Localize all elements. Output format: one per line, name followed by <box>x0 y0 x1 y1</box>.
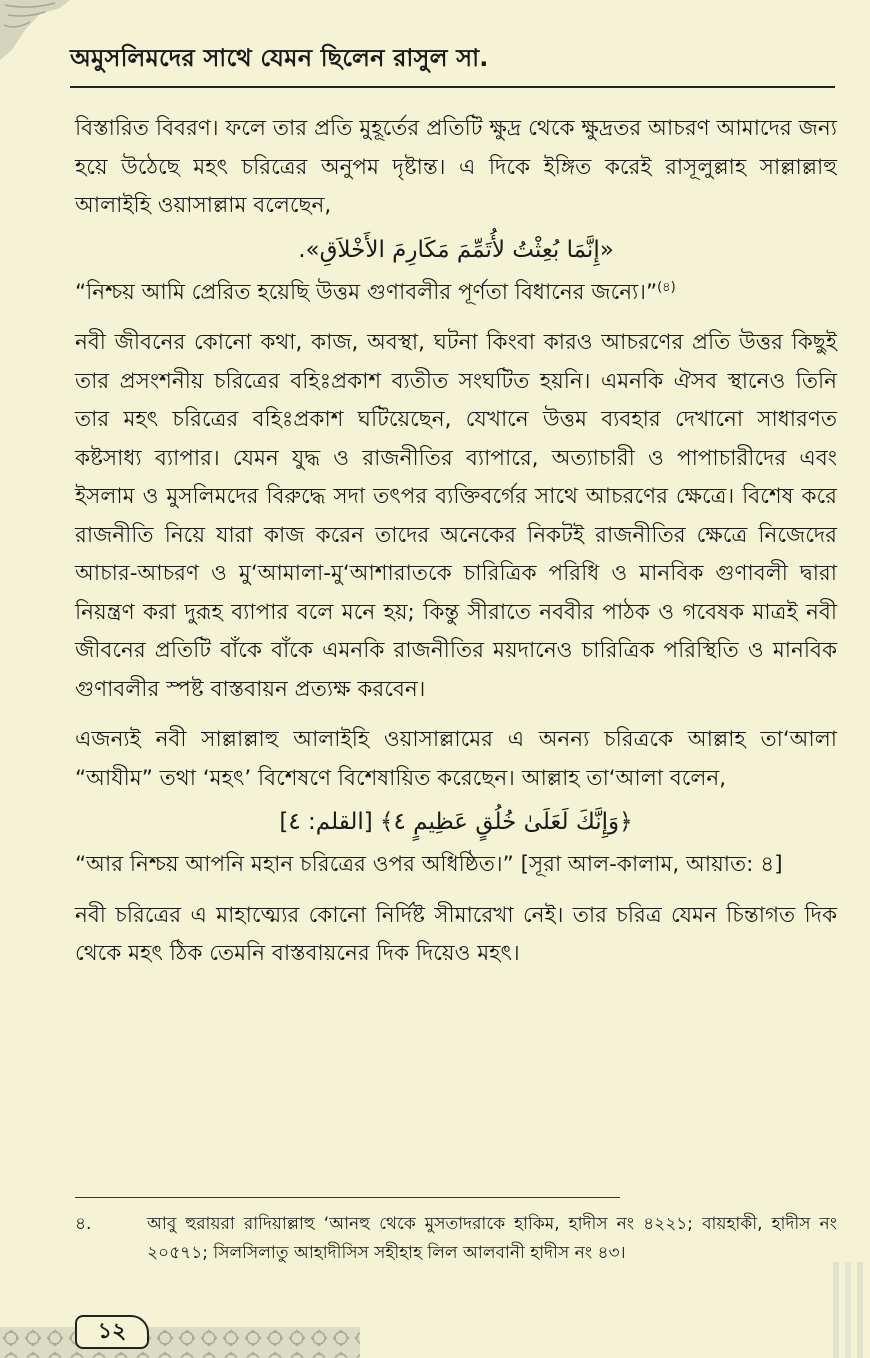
arabic-hadith: «إِنَّمَا بُعِثْتُ لأُتَمِّمَ مَكَارِمَ الأَخْلاَقِ». <box>298 236 614 263</box>
paragraph-character: নবী জীবনের কোনো কথা, কাজ, অবস্থা, ঘটনা কিংবা কারও আচরণের প্রতি উত্তর কিছুই তার প্রসংশনীয় চরিত্রের বহিঃপ্রকাশ ব্যতীত সংঘটিত হয়নি। এমনকি ঐসব স্থানেও তিনি তার মহৎ চরিত্রের বহিঃপ্রকাশ ঘটিয়েছেন, যেখানে উত্তম ব্যবহার দেখানো সাধারণত কষ্টসাধ্য ব্যাপার। যেমন যুদ্ধ ও রাজনীতির ব্যাপারে, অত্যাচারী ও পাপাচারীদের এবং ইসলাম ও মুসলিমদের বিরুদ্ধে সদা তৎপর ব্যক্তিবর্গের সাথে আচরণের ক্ষেত্রে। বিশেষ করে রাজনীতি নিয়ে যারা কাজ করেন তাদের অনেকের নিকটই রাজনীতির ক্ষেত্রে নিজেদের আচার-আচরণ ও মু‘আমালা-মু‘আশারাতকে চারিত্রিক পরিধি ও মানবিক গুণাবলী দ্বারা নিয়ন্ত্রণ করা দুরূহ ব্যাপার বলে মনে হয়; কিন্তু সীরাতে নববীর পাঠক ও গবেষক মাত্রই নবী জীবনের প্রতিটি বাঁকে বাঁকে এমনকি রাজনীতির ময়দানেও চারিত্রিক পরিস্থিতি ও মানবিক গুণাবলীর স্পষ্ট বাস্তবায়ন প্রত্যক্ষ করবেন। <box>75 330 837 702</box>
running-header <box>70 40 835 88</box>
page-edge-shadow-icon <box>825 1262 870 1358</box>
paragraph-conclusion: নবী চরিত্রের এ মাহাত্ম্যের কোনো নির্দিষ্ট সীমারেখা নেই। তার চরিত্র যেমন চিন্তাগত দিক থেকে মহৎ ঠিক তেমনি বাস্তবায়নের দিক দিয়েও মহৎ। <box>75 902 837 966</box>
paragraph-azim: এজন্যই নবী সাল্লাল্লাহু আলাইহি ওয়াসাল্লামের এ অনন্য চরিত্রকে আল্লাহ তা‘আলা “আযীম” তথা ‘মহৎ’ বিশেষণে বিশেষায়িত করেছেন। আল্লাহ তা‘আলা বলেন, <box>75 727 837 791</box>
hadith-translation <box>75 274 837 313</box>
footnote-number: ৪. <box>75 1214 92 1234</box>
footnote-text: আবু হুরায়রা রাদিয়াল্লাহু ‘আনহু থেকে মুসতাদরাকে হাকিম, হাদীস নং ৪২২১; বায়হাকী, হাদীস নং ২০৫৭১; সিলসিলাতু আহাদীসিস সহীহাহ লিল আলবানী হাদীস নং ৪৩। <box>147 1214 837 1263</box>
footnote <box>75 1210 837 1268</box>
footnote-divider <box>75 1197 620 1198</box>
palm-ornament-icon <box>0 0 70 60</box>
paragraph-intro: বিস্তারিত বিবরণ। ফলে তার প্রতি মুহূর্তের প্রতিটি ক্ষুদ্র থেকে ক্ষুদ্রতর আচরণ আমাদের জন্য হয়ে উঠেছে মহৎ চরিত্রের অনুপম দৃষ্টান্ত। এ দিকে ইঙ্গিত করেই রাসূলুল্লাহ সাল্লাল্লাহু আলাইহি ওয়াসাল্লাম বলেছেন, <box>75 116 837 218</box>
running-header-title: অমুসলিমদের সাথে যেমন ছিলেন রাসুল সা. <box>70 44 489 72</box>
hadith-translation-text: “নিশ্চয় আমি প্রেরিত হয়েছি উত্তম গুণাবলীর পূর্ণতা বিধানের জন্যে।” <box>75 279 658 305</box>
footnote-reference[interactable]: (৪) <box>657 279 676 295</box>
quran-translation: “আর নিশ্চয় আপনি মহান চরিত্রের ওপর অধিষ্ঠিত।” [সূরা আল-কালাম, আয়াত: ৪] <box>75 852 783 877</box>
arabic-quran-verse: ﴿وَإِنَّكَ لَعَلَىٰ خُلُقٍ عَظِيمٍ ٤﴾ [القلم: ٤] <box>279 809 633 835</box>
page-body <box>75 110 837 974</box>
page-number: ১২ <box>75 1315 149 1349</box>
decorative-border-icon <box>0 1327 360 1358</box>
